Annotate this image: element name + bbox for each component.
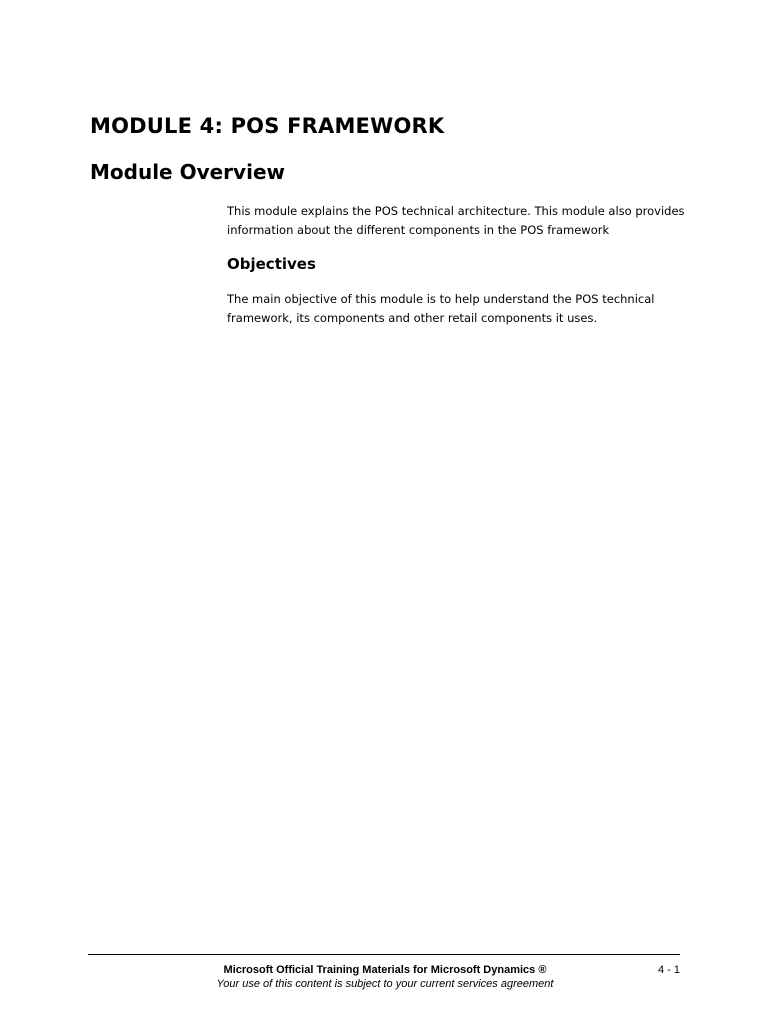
section-heading: Module Overview: [90, 160, 285, 184]
footer-notice: Your use of this content is subject to your current services agreement: [216, 978, 554, 990]
page-number: 4 - 1: [657, 964, 680, 976]
intro-paragraph: This module explains the POS technical architecture. This module also provides information about the different components in the POS framework: [227, 204, 685, 237]
footer-divider: [88, 954, 680, 955]
module-title: MODULE 4: POS FRAMEWORK: [90, 114, 445, 138]
objectives-heading: Objectives: [227, 255, 316, 273]
footer-title: Microsoft Official Training Materials for Microsoft Dynamics ®: [223, 964, 547, 976]
objectives-paragraph: The main objective of this module is to help understand the POS technical framework, its components and other retail components it uses.: [227, 292, 655, 325]
